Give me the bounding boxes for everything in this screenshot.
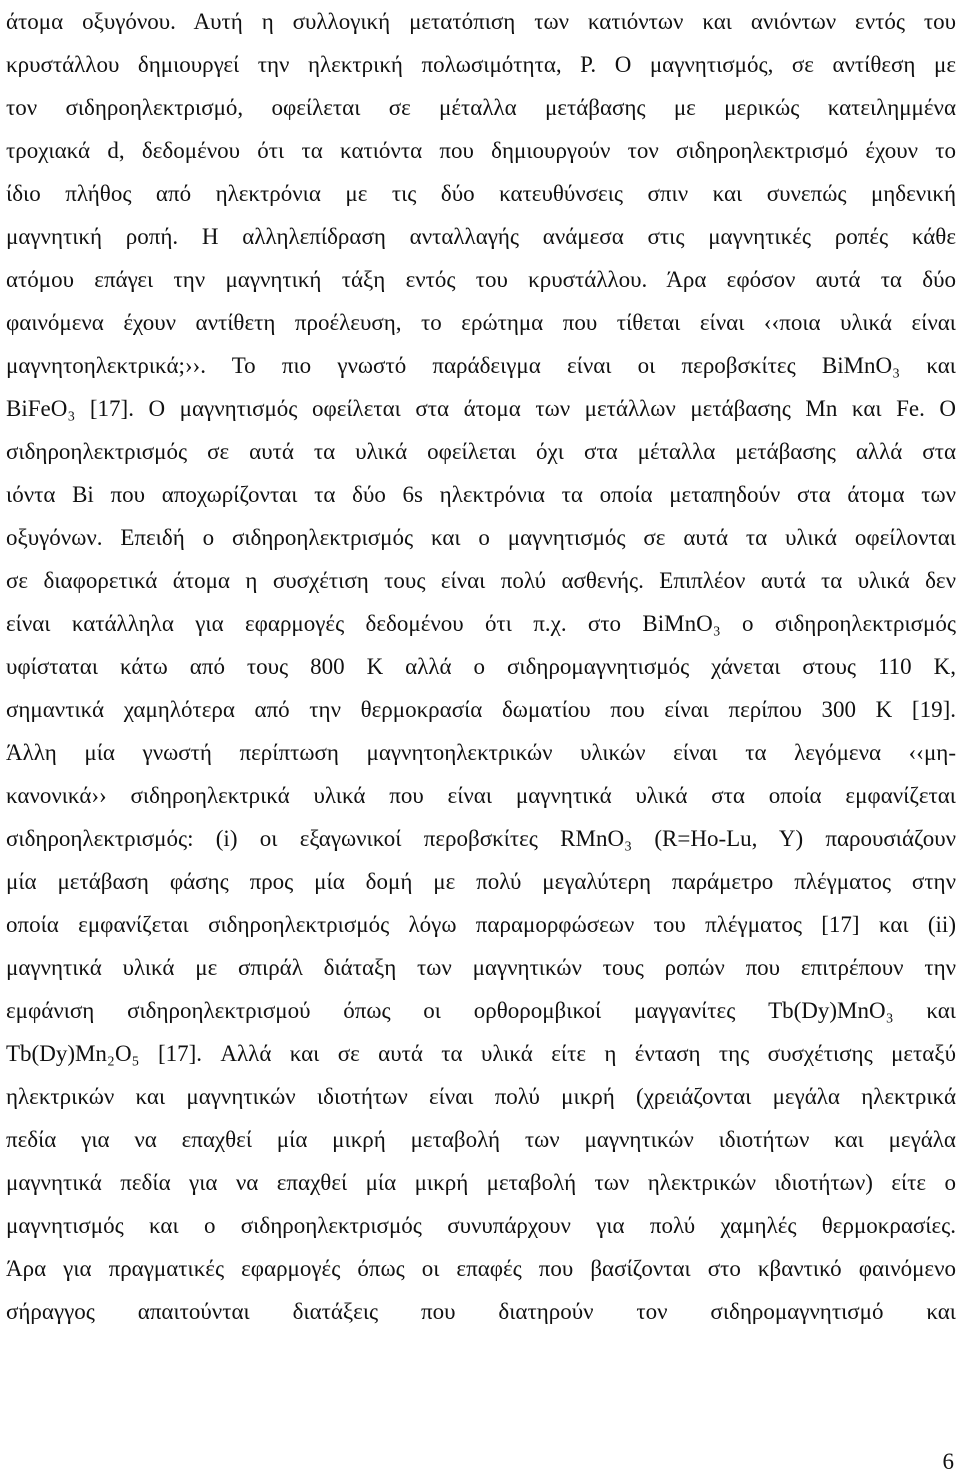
text-line: κρυστάλλου δημιουργεί την ηλεκτρική πολωσιμότητα, P. Ο μαγνητισμός, σε αντίθεση με [6, 52, 956, 77]
page-number: 6 [942, 1449, 954, 1474]
text-line: Άλλη μία γνωστή περίπτωση μαγνητοηλεκτρικών υλικών είναι τα λεγόμενα ‹‹μη- [6, 740, 956, 765]
text-line: σημαντικά χαμηλότερα από την θερμοκρασία δωματίου που είναι περίπου 300 K [19]. [6, 697, 956, 722]
text-line: οποία εμφανίζεται σιδηροηλεκτρισμός λόγω παραμορφώσεων του πλέγματος [17] και (ii) [6, 912, 956, 937]
text-line: ίδιο πλήθος από ηλεκτρόνια με τις δύο κατευθύνσεις σπιν και συνεπώς μηδενική [6, 181, 956, 206]
text-line: μαγνητική ροπή. Η αλληλεπίδραση ανταλλαγής ανάμεσα στις μαγνητικές ροπές κάθε [6, 224, 956, 249]
text-line: BiFeO₃ [17]. Ο μαγνητισμός οφείλεται στα άτομα των μετάλλων μετάβασης Mn και Fe. Ο [6, 396, 956, 421]
text-line: σιδηροηλεκτρισμός: (i) οι εξαγωνικοί περοβσκίτες RMnO₃ (R=Ho-Lu, Y) παρουσιάζουν [6, 826, 956, 851]
text-line: άτομα οξυγόνου. Αυτή η συλλογική μετατόπιση των κατιόντων και ανιόντων εντός του [6, 9, 956, 34]
text-line: μαγνητικά πεδία για να επαχθεί μία μικρή μεταβολή των ηλεκτρικών ιδιοτήτων) είτε ο [6, 1170, 956, 1195]
text-line: μαγνητοηλεκτρικά;››. Το πιο γνωστό παράδειγμα είναι οι περοβσκίτες BiMnO₃ και [6, 353, 956, 378]
text-line: μαγνητισμός και ο σιδηροηλεκτρισμός συνυπάρχουν για πολύ χαμηλές θερμοκρασίες. [6, 1213, 956, 1238]
text-line: μαγνητικά υλικά με σπιράλ διάταξη των μαγνητικών τους ροπών που επιτρέπουν την [6, 955, 956, 980]
text-line: ιόντα Bi που αποχωρίζονται τα δύο 6s ηλεκτρόνια τα οποία μεταπηδούν στα άτομα των [6, 482, 956, 507]
text-line: Tb(Dy)Mn₂O₅ [17]. Αλλά και σε αυτά τα υλικά είτε η ένταση της συσχέτισης μεταξύ [6, 1041, 956, 1066]
text-line: σιδηροηλεκτρισμός σε αυτά τα υλικά οφείλεται όχι στα μέταλλα μετάβασης αλλά στα [6, 439, 956, 464]
text-line: οξυγόνων. Επειδή ο σιδηροηλεκτρισμός και ο μαγνητισμός σε αυτά τα υλικά οφείλονται [6, 525, 956, 550]
text-line: ατόμου επάγει την μαγνητική τάξη εντός του κρυστάλλου. Άρα εφόσον αυτά τα δύο [6, 267, 956, 292]
text-line: εμφάνιση σιδηροηλεκτρισμού όπως οι ορθορομβικοί μαγγανίτες Tb(Dy)MnO₃ και [6, 998, 956, 1023]
text-line: πεδία για να επαχθεί μία μικρή μεταβολή των μαγνητικών ιδιοτήτων και μεγάλα [6, 1127, 956, 1152]
text-line: φαινόμενα έχουν αντίθετη προέλευση, το ερώτημα που τίθεται είναι ‹‹ποια υλικά είναι [6, 310, 956, 335]
text-line: είναι κατάλληλα για εφαρμογές δεδομένου ότι π.χ. στο BiMnO₃ ο σιδηροηλεκτρισμός [6, 611, 956, 636]
text-line: τροχιακά d, δεδομένου ότι τα κατιόντα που δημιουργούν τον σιδηροηλεκτρισμό έχουν το [6, 138, 956, 163]
text-line: σήραγγος απαιτούνται διατάξεις που διατηρούν τον σιδηρομαγνητισμό και [6, 1299, 956, 1324]
text-line: υφίσταται κάτω από τους 800 K αλλά ο σιδηρομαγνητισμός χάνεται στους 110 K, [6, 654, 956, 679]
text-line: τον σιδηροηλεκτρισμό, οφείλεται σε μέταλλα μετάβασης με μερικώς κατειλημμένα [6, 95, 956, 120]
text-line: ηλεκτρικών και μαγνητικών ιδιοτήτων είναι πολύ μικρή (χρειάζονται μεγάλα ηλεκτρικά [6, 1084, 956, 1109]
text-line: κανονικά›› σιδηροηλεκτρικά υλικά που είναι μαγνητικά υλικά στα οποία εμφανίζεται [6, 783, 956, 808]
text-line: μία μετάβαση φάσης προς μία δομή με πολύ μεγαλύτερη παράμετρο πλέγματος στην [6, 869, 956, 894]
text-line: σε διαφορετικά άτομα η συσχέτιση τους είναι πολύ ασθενής. Επιπλέον αυτά τα υλικά δεν [6, 568, 956, 593]
text-line: Άρα για πραγματικές εφαρμογές όπως οι επαφές που βασίζονται στο κβαντικό φαινόμενο [6, 1256, 956, 1281]
body-paragraph [6, 0, 956, 1333]
